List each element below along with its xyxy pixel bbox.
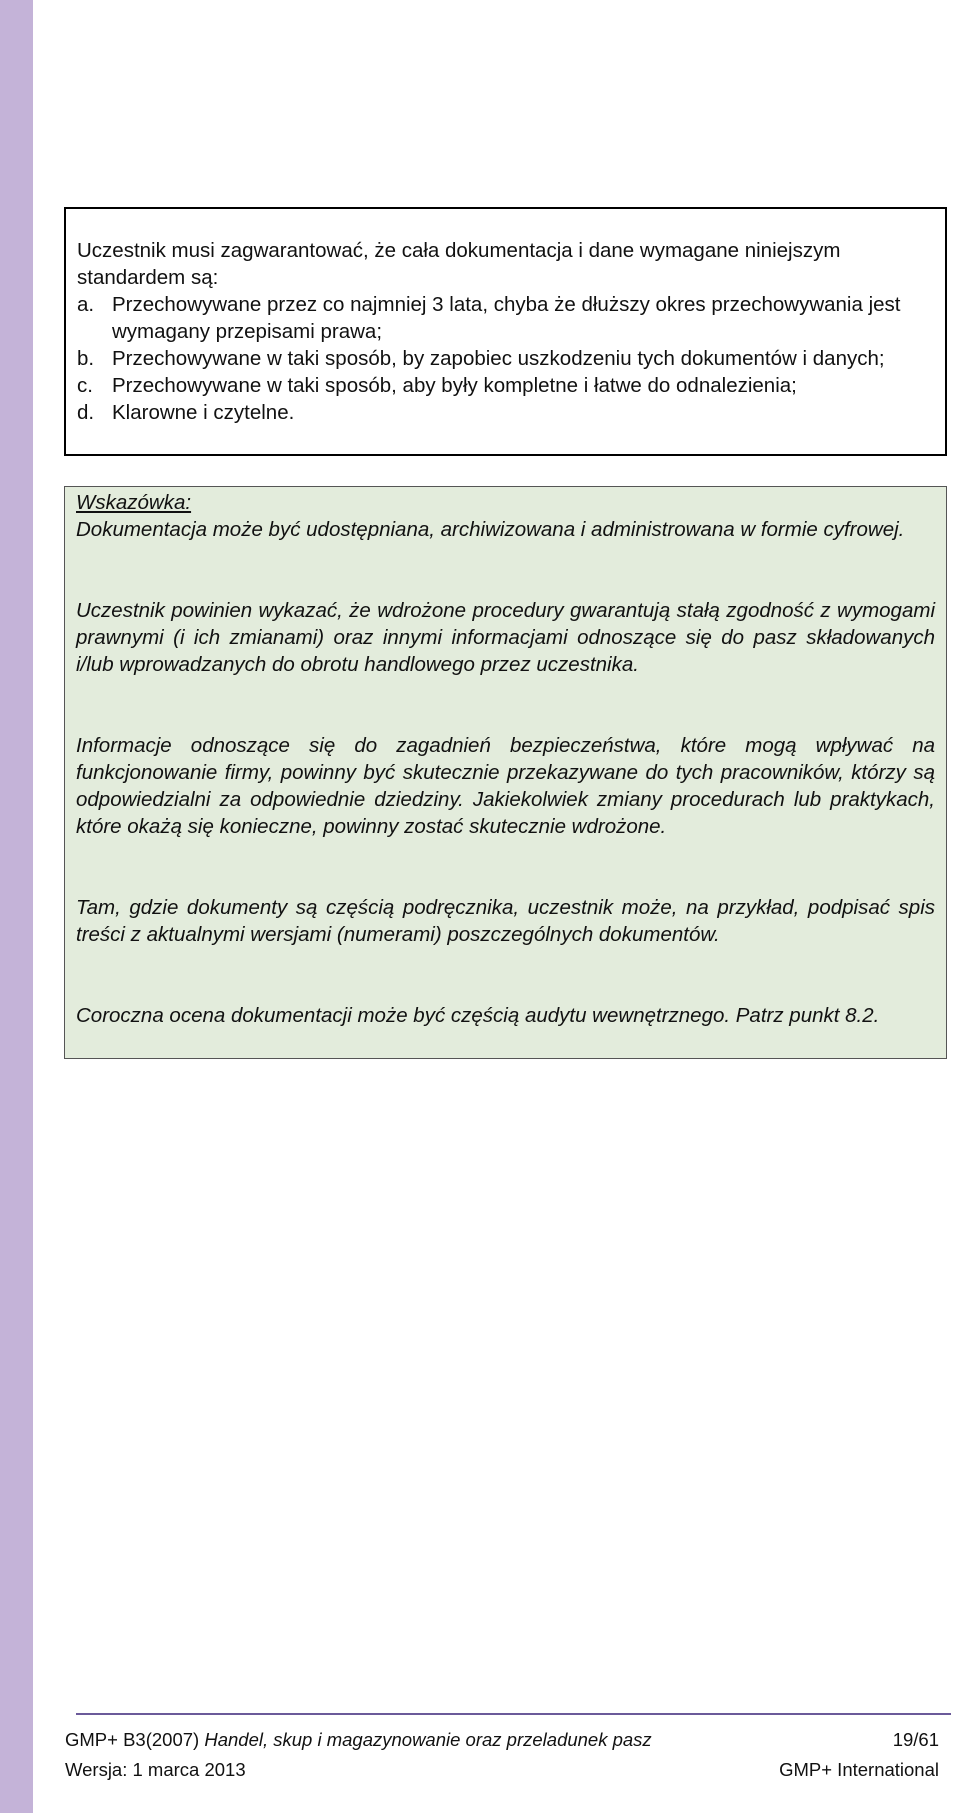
requirement-box	[64, 207, 947, 456]
footer-document	[65, 1729, 652, 1751]
requirement-intro: Uczestnik musi zagwarantować, że cała dokumentacja i dane wymagane niniejszym standardem są:	[77, 239, 841, 289]
hint-title: Wskazówka:	[76, 491, 192, 514]
requirement-item-text: Klarowne i czytelne.	[112, 401, 295, 424]
footer-page-number: 19/61	[892, 1729, 939, 1750]
requirement-item-marker: d.	[77, 401, 95, 424]
requirement-item	[77, 372, 933, 399]
footer-doc-code: GMP+ B3(2007)	[65, 1729, 200, 1750]
requirement-item	[77, 399, 933, 426]
hint-paragraph-compliance: Uczestnik powinien wykazać, że wdrożone procedury gwarantują stałą zgodność z wymogami prawnymi (i ich zmianami) oraz innymi informacjami odnoszące się do pasz składowanych i/lub wprowadzanych do obrotu handlowego przez uczestnika.	[76, 599, 935, 676]
hint-box	[64, 486, 947, 1059]
hint-paragraph-audit: Coroczna ocena dokumentacji może być częścią audytu wewnętrznego. Patrz punkt 8.2.	[76, 1004, 880, 1027]
requirement-item-marker: a.	[77, 293, 95, 316]
requirement-item-text: Przechowywane przez co najmniej 3 lata, chyba że dłuższy okres przechowywania jest wymagany przepisami prawa;	[112, 293, 901, 343]
requirement-item	[77, 291, 933, 345]
hint-paragraph-safety: Informacje odnoszące się do zagadnień bezpieczeństwa, które mogą wpływać na funkcjonowanie firmy, powinny być skutecznie przekazywane do tych pracowników, którzy są odpowiedzialni za odpowiednie dziedziny. Jakiekolwiek zmiany procedurach lub praktykach, które okażą się konieczne, powinny zostać skutecznie wdrożone.	[76, 734, 935, 838]
side-stripe	[0, 0, 33, 1813]
requirement-item-text: Przechowywane w taki sposób, by zapobiec uszkodzeniu tych dokumentów i danych;	[112, 347, 885, 370]
footer-organization: GMP+ International	[779, 1759, 939, 1780]
footer-doc-title: Handel, skup i magazynowanie oraz przeladunek pasz	[204, 1729, 652, 1750]
requirement-item-marker: c.	[77, 374, 93, 397]
footer-divider	[76, 1713, 951, 1715]
hint-paragraph-manual: Tam, gdzie dokumenty są częścią podręcznika, uczestnik może, na przykład, podpisać spis treści z aktualnymi wersjami (numerami) poszczególnych dokumentów.	[76, 896, 935, 946]
requirement-item-text: Przechowywane w taki sposób, aby były kompletne i łatwe do odnalezienia;	[112, 374, 797, 397]
footer-version: Wersja: 1 marca 2013	[65, 1759, 246, 1780]
hint-paragraph-digital: Dokumentacja może być udostępniana, archiwizowana i administrowana w formie cyfrowej.	[76, 518, 905, 541]
requirement-item-marker: b.	[77, 347, 95, 370]
requirement-list	[77, 291, 933, 426]
requirement-item	[77, 345, 933, 372]
